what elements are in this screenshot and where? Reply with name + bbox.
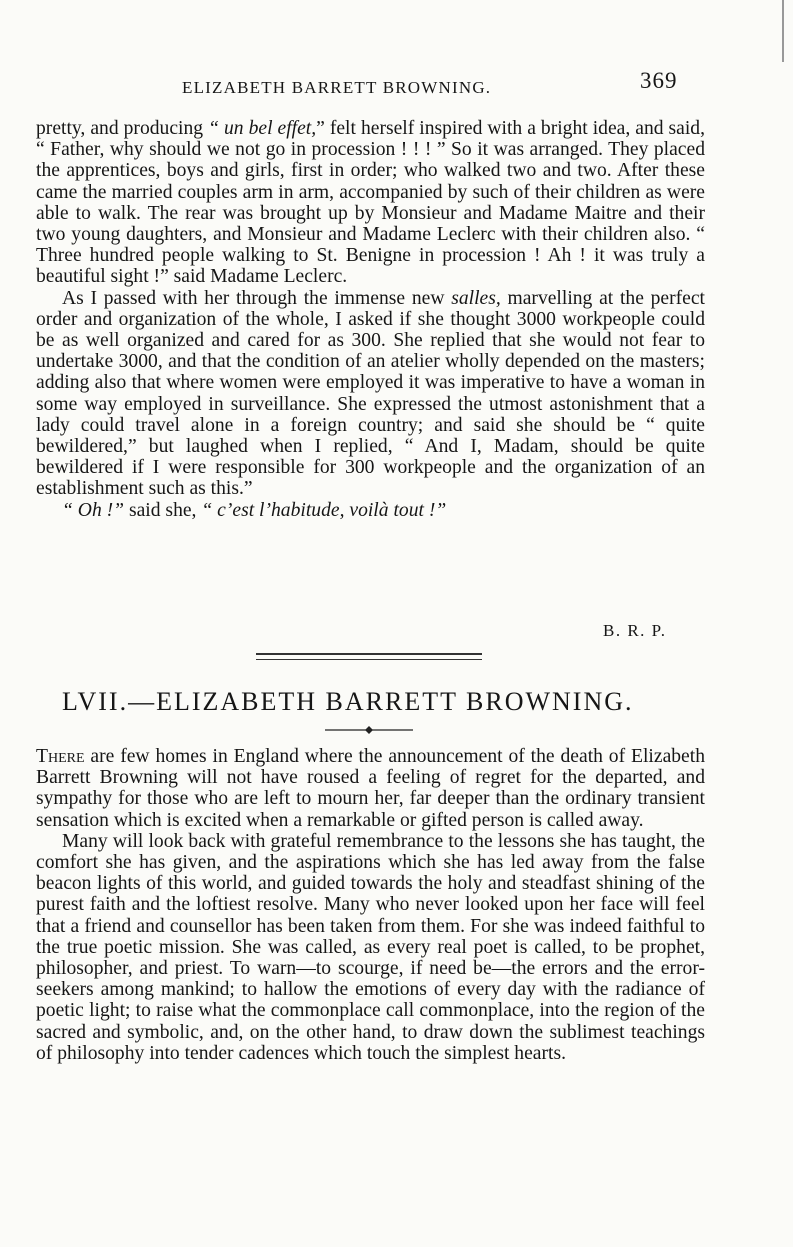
italic-text: “ c’est l’habitude, voilà tout !” (201, 499, 447, 521)
section-divider-rule (256, 653, 482, 655)
italic-text: salles, (451, 287, 501, 309)
author-signature: B. R. P. (603, 621, 667, 640)
running-head (0, 68, 793, 100)
italic-text: “ Oh !” (62, 499, 125, 521)
paragraph (36, 746, 705, 831)
paragraph (36, 500, 705, 521)
text-run: Many will look back with grateful remembrance to the lessons she has taught, the comfort she has given, and the aspirations which she has led away from the false beacon lights of this world, and guided towards the holy and steadfast shining of the purest faith and the loftiest resolve. Many who never looked upon her face will feel that a friend and counsellor has been taken from them. For she was indeed faithful to the true poetic mission. She was called, as every real poet is called, to be prophet, philosopher, and priest. To warn—to scourge, if need be—the errors and the error-seekers among mankind; to hallow the emotions of every day with the radiance of poetic light; to raise what the commonplace call commonplace, into the region of the sacred and symbolic, and, on the other hand, to draw down the sublimest teachings of philosophy into tender cadences which touch the simplest hearts. (36, 830, 705, 1064)
italic-text: “ un bel effet, (208, 118, 317, 139)
text-run: pretty, and producing (36, 118, 209, 139)
section-divider-rule-thin (256, 659, 482, 660)
article-end-text (36, 118, 705, 521)
page-edge-mark (782, 0, 784, 62)
paragraph (36, 831, 705, 1064)
text-run: said she, (124, 499, 202, 521)
text-run: There (36, 746, 85, 767)
section-heading: LVII.—ELIZABETH BARRETT BROWNING. (62, 687, 634, 716)
section-body-text (36, 746, 705, 1064)
heading-ornament (321, 720, 417, 740)
paragraph (36, 288, 705, 500)
text-run: ” felt herself inspired with a bright idea, and said, “ Father, why should we not go in procession ! ! ! ” So it was arranged. They placed the apprentices, boys and girls, first in order; who walked two and two. After these came the married couples arm in arm, accompanied by such of their children as were able to walk. The rear was brought up by Monsieur and Madame Maitre and their two young daughters, and Monsieur and Madame Leclerc with their children also. “ Three hundred people walking to St. Benigne in procession ! Ah ! it was truly a beautiful sight !” said Madame Leclerc. (36, 118, 706, 288)
running-title: ELIZABETH BARRETT BROWNING. (182, 78, 492, 97)
text-run: marvelling at the perfect order and organization of the whole, I asked if she thought 3000 workpeople could be as well organized and cared for as 300. She replied that she would not fear to undertake 3000, and that the condition of an atelier wholly depended on the masters; adding also that where women were employed it was imperative to have a woman in some way employed in surveillance. She expressed the utmost astonishment that a lady could travel alone in a foreign country; and said she should be “ quite bewildered,” but laughed when I replied, “ And I, Madam, should be quite bewildered if I were responsible for 300 workpeople and the organization of an establishment such as this.” (36, 287, 705, 500)
page-number: 369 (640, 68, 678, 93)
text-run: As I passed with her through the immense new (62, 287, 452, 309)
text-run: are few homes in England where the announcement of the death of Elizabeth Barrett Browning will not have roused a feeling of regret for the departed, and sympathy for those who are left to mourn her, far deeper than the ordinary transient sensation which is excited when a remarkable or gifted person is called away. (36, 746, 705, 831)
paragraph (36, 118, 705, 288)
